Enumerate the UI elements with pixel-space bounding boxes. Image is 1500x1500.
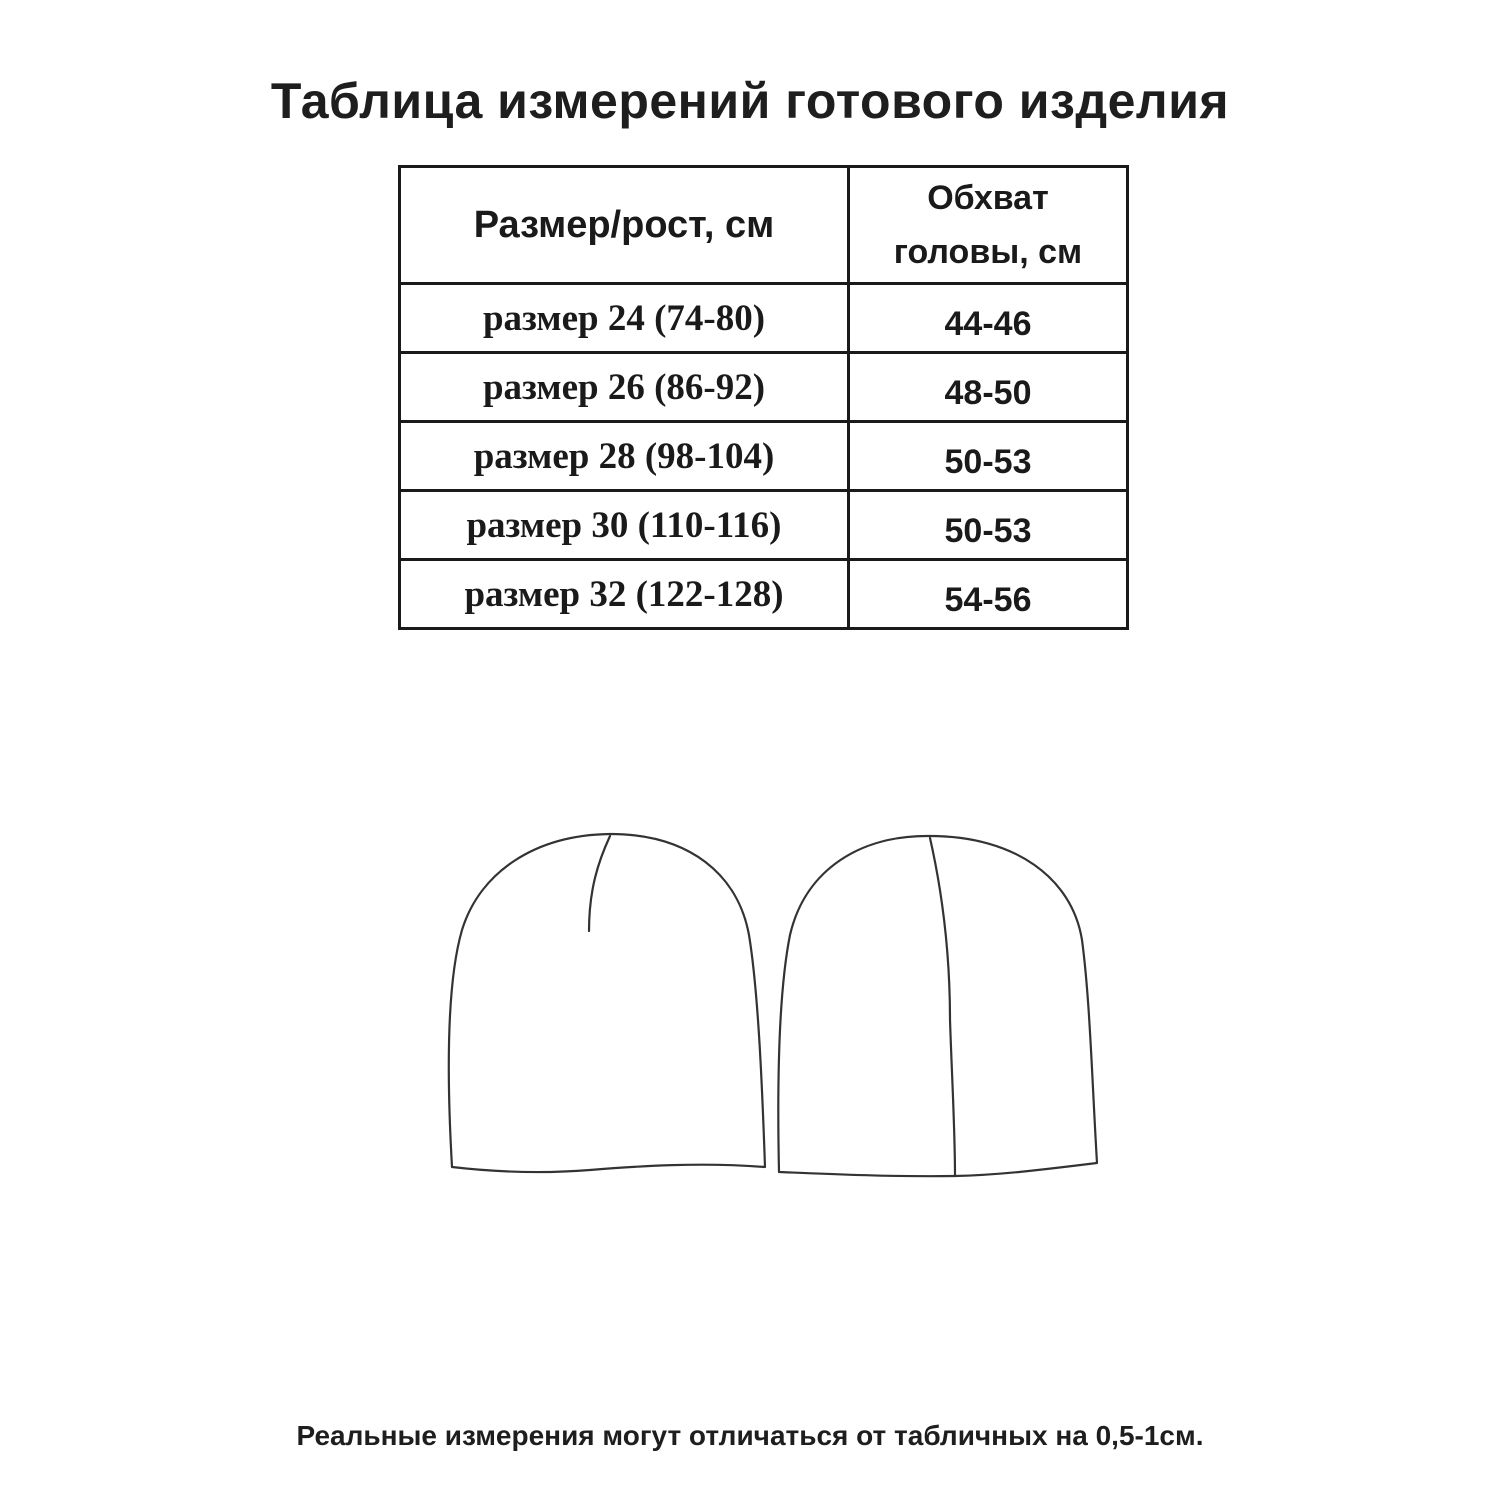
header-size-label: Размер/рост, см: [473, 203, 775, 246]
header-girth-line1: Обхват: [927, 179, 1049, 217]
hat-back-icon: [778, 836, 1097, 1176]
size-value: размер 32 (122-128): [464, 573, 784, 615]
size-value: размер 26 (86-92): [482, 366, 766, 408]
size-value: размер 28 (98-104): [473, 435, 775, 477]
page-title: Таблица измерений готового изделия: [270, 73, 1230, 129]
size-value: размер 24 (74-80): [482, 297, 766, 339]
header-girth-line2: головы, см: [893, 233, 1083, 271]
girth-value: 50-53: [944, 511, 1032, 550]
hat-front-icon: [449, 834, 765, 1172]
girth-value: 44-46: [944, 304, 1032, 343]
girth-value: 48-50: [944, 373, 1032, 412]
footnote: Реальные измерения могут отличаться от табличных на 0,5-1см.: [296, 1420, 1204, 1451]
size-value: размер 30 (110-116): [466, 504, 782, 546]
girth-value: 50-53: [944, 442, 1032, 481]
girth-value: 54-56: [944, 580, 1032, 619]
